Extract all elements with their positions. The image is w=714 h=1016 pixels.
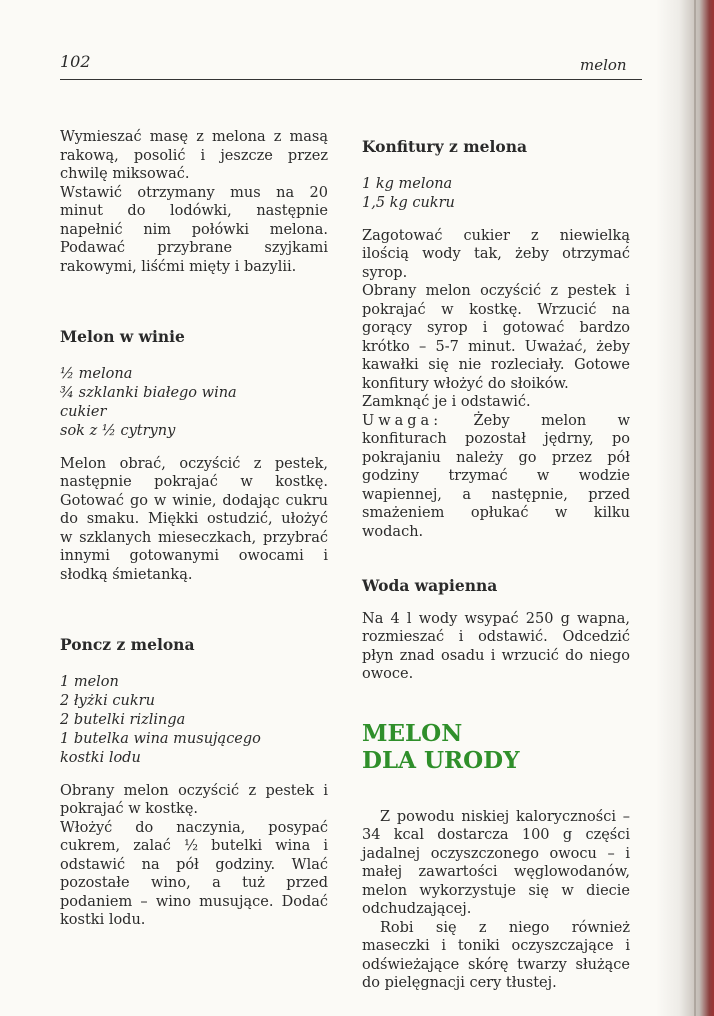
- page-edge-line: [694, 0, 696, 1016]
- ingredient: 1,5 kg cukru: [362, 194, 455, 211]
- recipe-instructions: Zagotować cukier z niewielką ilością wody tak, żeby otrzymać syrop.: [362, 227, 630, 281]
- ingredient: kostki lodu: [60, 749, 141, 766]
- ingredient: ½ melona: [60, 365, 133, 382]
- recipe-instructions: Obrany melon oczyścić z pestek i pokrajać w kostkę. Wrzucić na gorący syrop i gotować bardzo krótko – 5-7 minut. Uważać, żeby kawałki się nie rozleciały. Gotowe konfitury włożyć do słoików.: [362, 283, 630, 392]
- page-edge-shadow: [656, 0, 714, 1016]
- ingredient: cukier: [60, 403, 107, 420]
- running-title: melon: [580, 56, 627, 74]
- recipe-title-konfitury: Konfitury z melona: [362, 137, 528, 156]
- recipe-instructions: Melon obrać, oczyścić z pestek, następnie pokrajać w kostkę. Gotować go w winie, dodając cukru do smaku. Miękki ostudzić, ułożyć w szklanych mieseczkach, przybrać innymi gotowanymi owocami i słodką śmietanką.: [60, 455, 328, 583]
- note-label: Uwaga:: [362, 412, 443, 429]
- ingredient: 1 butelka wina musującego: [60, 730, 261, 747]
- section-title-line2: DLA URODY: [362, 746, 520, 774]
- recipe-instructions: Włożyć do naczynia, posypać cukrem, zalać ½ butelki wina i odstawić na pół godziny. Wlać pozostałe wino, a tuż przed podaniem – wino musujące. Dodać kostki lodu.: [60, 819, 328, 928]
- ingredient: ¾ szklanki białego wina: [60, 384, 237, 401]
- intro-paragraph: Wstawić otrzymany mus na 20 minut do lodówki, następnie napełnić nim połówki melona. Podawać przybrane szyjkami rakowymi, liśćmi mięty i bazylii.: [60, 184, 328, 275]
- page-number: 102: [60, 52, 91, 71]
- ingredient: sok z ½ cytryny: [60, 422, 176, 439]
- ingredient: 2 łyżki cukru: [60, 692, 155, 709]
- recipe-title-wine: Melon w winie: [60, 327, 185, 346]
- recipe-instructions: Obrany melon oczyścić z pestek i pokrajać w kostkę.: [60, 782, 328, 817]
- recipe-title-poncz: Poncz z melona: [60, 635, 195, 654]
- ingredient-list: [60, 365, 328, 441]
- left-column: [60, 128, 328, 930]
- recipe-instructions: Zamknąć je i odstawić.: [362, 394, 531, 410]
- ingredient-list: [60, 673, 328, 768]
- section-title-line1: MELON: [362, 719, 463, 747]
- recipe-note: [362, 412, 630, 542]
- section-paragraph: Z powodu niskiej kaloryczności – 34 kcal dostarcza 100 g części jadalnej oczyszczonego owocu – i małej zawartości węglowodanów, melon wykorzystuje się w diecie odchudzającej.: [362, 808, 630, 917]
- intro-paragraph: Wymieszać masę z melona z masą rakową, posolić i jeszcze przez chwilę miksować.: [60, 129, 328, 182]
- ingredient: 1 kg melona: [362, 175, 453, 192]
- ingredient: 2 butelki rizlinga: [60, 711, 186, 728]
- recipe-instructions: Na 4 l wody wsypać 250 g wapna, rozmieszać i odstawić. Odcedzić płyn znad osadu i wrzucić do niego owoce.: [362, 610, 630, 682]
- recipe-title-woda: Woda wapienna: [362, 576, 498, 595]
- ingredient-list: [362, 175, 630, 213]
- header-rule: [60, 79, 642, 80]
- section-paragraph: Robi się z niego również maseczki i toniki oczyszczające i odświeżające skórę twarzy służące do pielęgnacji cery tłustej.: [362, 919, 630, 991]
- right-column: [362, 138, 630, 993]
- note-text: Żeby melon w konfiturach pozostał jędrny, po pokrajaniu należy go przez pół godziny trzymać w wodzie wapiennej, a następnie, przed smażeniem opłukać w kilku wodach.: [362, 412, 631, 540]
- ingredient: 1 melon: [60, 673, 119, 690]
